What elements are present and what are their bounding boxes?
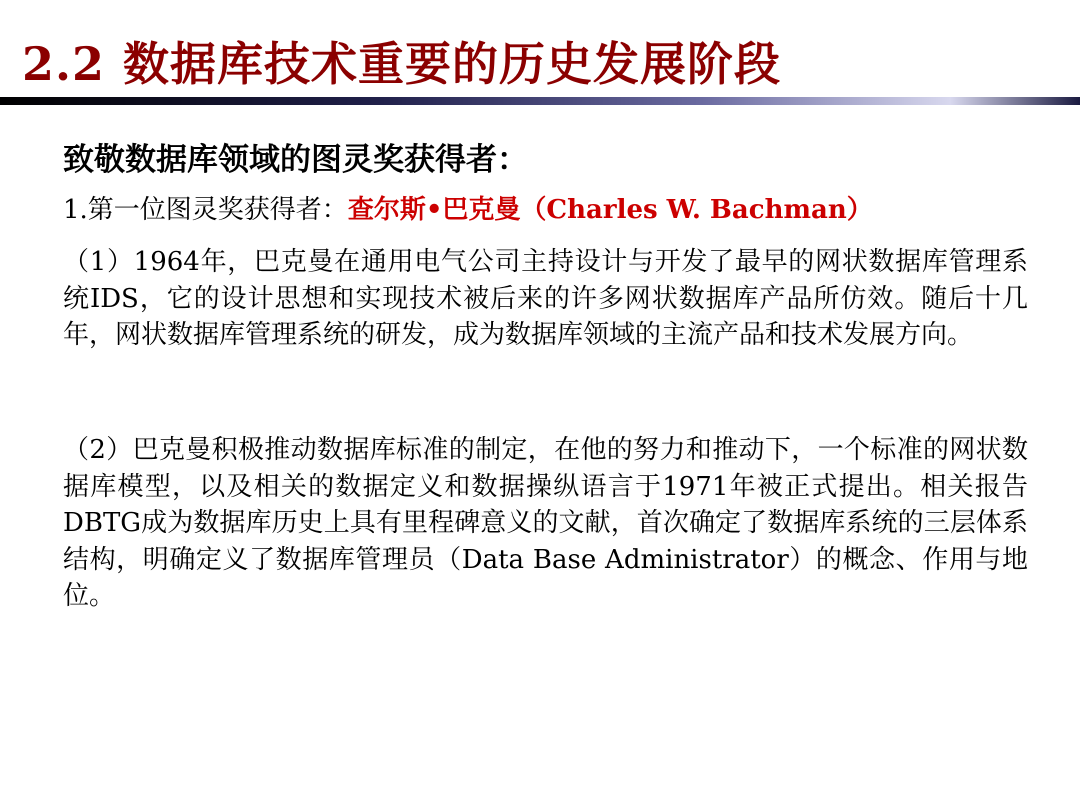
slide-title [22,28,781,94]
item-1-prefix: 1.第一位图灵奖获得者： [63,195,348,225]
item-1-name: 查尔斯•巴克曼（Charles W. Bachman） [347,195,873,225]
subtitle: 致敬数据库领域的图灵奖获得者： [63,142,528,178]
item-1-line [63,189,873,226]
title-text: 数据库技术重要的历史发展阶段 [123,37,782,91]
paragraph-2: （2）巴克曼积极推动数据库标准的制定，在他的努力和推动下，一个标准的网状数据库模型，以及相关的数据定义和数据操纵语言于1971年被正式提出。相关报告DBTG成为数据库历史上具有里程碑意义的文献，首次确定了数据库系统的三层体系结构，明确定义了数据库管理员（Data Base Administrator）的概念、作用与地位。 [63,435,1028,611]
paragraph-1: （1）1964年，巴克曼在通用电气公司主持设计与开发了最早的网状数据库管理系统IDS，它的设计思想和实现技术被后来的许多网状数据库产品所仿效。随后十几年，网状数据库管理系统的研发，成为数据库领域的主流产品和技术发展方向。 [63,247,1028,350]
title-divider [0,97,1080,105]
section-number: 2.2 [22,37,106,91]
